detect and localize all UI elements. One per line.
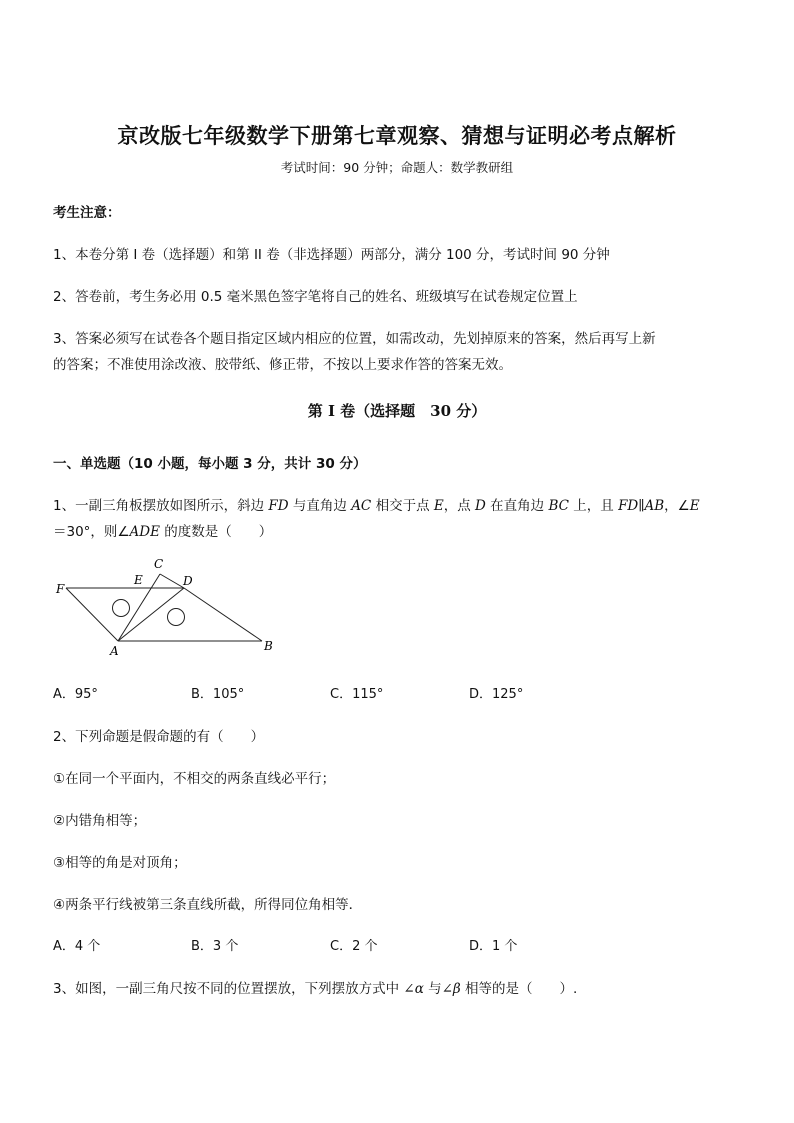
label-b: B	[264, 639, 273, 653]
label-f: F	[56, 582, 65, 596]
q1-var: E	[689, 498, 700, 514]
q1-text: 的度数是（ ）	[159, 524, 273, 540]
notice-item-2: 2、答卷前，考生务必用 0.5 毫米黑色签字笔将自己的姓名、班级填写在试卷规定位置上	[53, 289, 578, 305]
notice-item-3: 3、答案必须写在试卷各个题目指定区域内相应的位置，如需改动，先划掉原来的答案，然后再写上新	[53, 331, 656, 347]
exam-info: 考试时间：90 分钟；命题人：数学教研组	[280, 160, 514, 175]
notice-item-3-cont: 的答案；不准使用涂改液、胶带纸、修正带，不按以上要求作答的答案无效。	[53, 357, 512, 373]
question-2-stem: 2、下列命题是假命题的有（ ）	[53, 729, 265, 745]
q1-text: 与直角边	[288, 498, 352, 514]
q3-text: 与	[423, 981, 442, 997]
q2-statement-2: ②内错角相等；	[53, 813, 147, 829]
q1-var: E	[433, 498, 444, 514]
part-heading: 第 I 卷（选择题 30 分）	[307, 402, 487, 420]
q2-statement-1: ①在同一个平面内，不相交的两条直线必平行；	[53, 771, 336, 787]
segment-cd	[160, 574, 184, 588]
q1-text: ，∠	[664, 498, 690, 514]
label-d: D	[183, 574, 193, 588]
q1-text: 相交于点	[371, 498, 434, 514]
q2-option-d[interactable]: D．1 个	[469, 939, 518, 954]
label-e: E	[134, 573, 143, 587]
label-c: C	[154, 557, 164, 571]
q3-beta: ∠β	[441, 981, 461, 997]
q1-text: 1、一副三角板摆放如图所示，斜边	[53, 498, 269, 514]
q1-text: ＝30°，则∠	[53, 524, 130, 540]
notice-item-1: 1、本卷分第 I 卷（选择题）和第 II 卷（非选择题）两部分，满分 100 分，考试时间 90 分钟	[53, 247, 610, 263]
q1-var: FD	[268, 498, 289, 514]
q1-option-d[interactable]: D．125°	[469, 687, 524, 702]
q3-text: 相等的是（ ）.	[460, 981, 578, 997]
question-1-line-2	[53, 520, 272, 540]
q1-text: ，点	[443, 498, 476, 514]
segment-fa	[66, 588, 118, 641]
page-title: 京改版七年级数学下册第七章观察、猜想与证明必考点解析	[117, 123, 677, 148]
q1-var: FD∥AB	[618, 498, 665, 514]
q1-option-b[interactable]: B．105°	[191, 687, 245, 702]
q3-alpha: ∠α	[403, 981, 424, 997]
segment-ad	[118, 588, 184, 641]
q2-statement-4: ④两条平行线被第三条直线所截，所得同位角相等．	[53, 897, 363, 913]
q3-text: 3、如图，一副三角尺按不同的位置摆放，下列摆放方式中	[53, 981, 404, 997]
q2-option-b[interactable]: B．3 个	[191, 939, 239, 954]
q1-var: ADE	[129, 524, 160, 540]
circle-right	[168, 609, 185, 626]
q1-option-c[interactable]: C．115°	[330, 687, 384, 702]
q2-option-a[interactable]: A．4 个	[53, 939, 101, 954]
segment-db	[184, 588, 262, 641]
question-3-stem	[53, 977, 577, 997]
notice-heading: 考生注意：	[53, 205, 121, 221]
triangle-set-figure	[50, 555, 290, 660]
section-heading: 一、单选题（10 小题，每小题 3 分，共计 30 分）	[53, 456, 367, 472]
q1-option-a[interactable]: A．95°	[53, 687, 98, 702]
q1-var: AC	[351, 498, 372, 514]
q1-var: BC	[548, 498, 569, 514]
q1-var: D	[475, 498, 486, 514]
q2-statement-3: ③相等的角是对顶角；	[53, 855, 187, 871]
q1-text: 上，且	[568, 498, 619, 514]
q1-text: 在直角边	[485, 498, 549, 514]
q2-option-c[interactable]: C．2 个	[330, 939, 378, 954]
question-1-line-1	[53, 494, 700, 514]
label-a: A	[110, 644, 119, 658]
circle-left	[113, 600, 130, 617]
